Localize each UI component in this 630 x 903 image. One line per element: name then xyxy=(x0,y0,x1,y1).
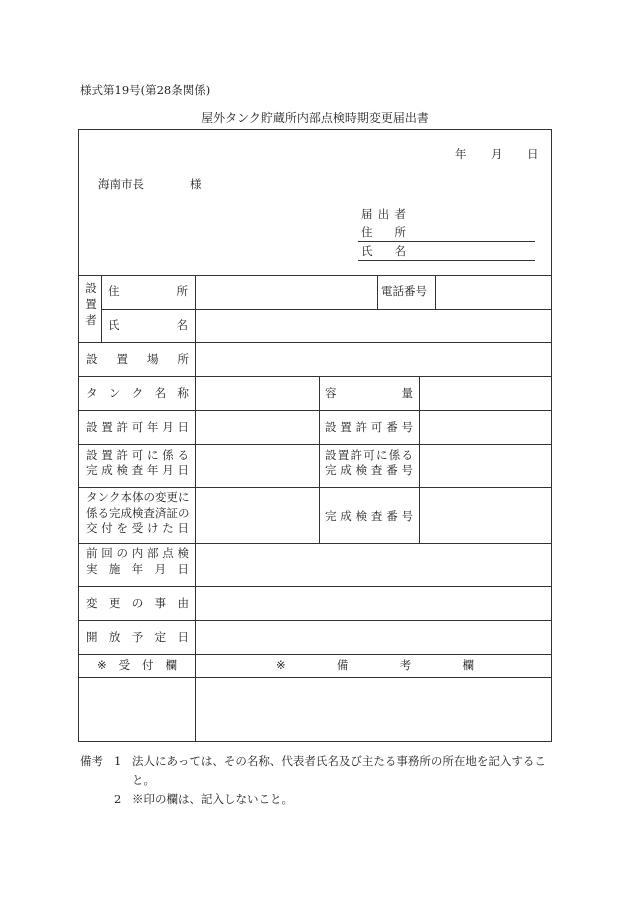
change-number-field[interactable] xyxy=(420,488,550,542)
note-2-number: 2 xyxy=(114,792,122,806)
addressee-name: 海南市長 xyxy=(98,177,144,191)
date-month: 月 xyxy=(491,147,503,161)
permit-number-label: 設 置 許 可 番 号 xyxy=(325,420,413,434)
form-table xyxy=(78,129,552,742)
note-2-text: ※印の欄は、記入しないこと。 xyxy=(132,792,293,806)
installer-phone-label: 電話番号 xyxy=(381,284,427,298)
completion-date-label: 設 置 許 可 に 係 る 完 成 検 査 年 月 日 xyxy=(86,448,189,477)
addressee-honorific: 様 xyxy=(190,177,202,191)
date-year: 年 xyxy=(455,147,467,161)
change-number-label: 完 成 検 査 番 号 xyxy=(325,509,413,523)
completion-date-field[interactable] xyxy=(196,445,318,486)
location-field[interactable] xyxy=(196,343,550,375)
installer-phone-field[interactable] xyxy=(436,276,550,308)
opening-date-field[interactable] xyxy=(196,621,550,653)
note-1-number: 1 xyxy=(114,754,122,768)
applicant-heading: 届 出 者 xyxy=(361,207,406,221)
applicant-address-label: 住 所 xyxy=(361,225,406,239)
permit-number-field[interactable] xyxy=(420,411,550,443)
opening-date-label: 開 放 予 定 日 xyxy=(86,630,189,644)
note-1-text: 法人にあっては、その名称、代表者氏名及び主たる事務所の所在地を記入するこ xyxy=(132,754,546,768)
date-day: 日 xyxy=(527,147,539,161)
location-label: 設 置 場 所 xyxy=(86,352,189,366)
completion-number-label: 設 置 許 可 に 係 る 完 成 検 査 番 号 xyxy=(325,448,413,477)
installer-name-field[interactable] xyxy=(196,310,550,341)
form-number: 様式第19号(第28条関係) xyxy=(80,83,211,97)
last-inspection-label: 前 回 の 内 部 点 検 実 施 年 月 日 xyxy=(86,546,189,576)
notes-section xyxy=(80,752,560,809)
change-date-label: タ ン ク 本 体 の 変 更 に 係 る 完 成 検 査 済 証 の 交 付 を 受 け た 日 xyxy=(86,490,190,535)
tank-name-label: タ ン ク 名 称 xyxy=(86,386,189,400)
completion-number-field[interactable] xyxy=(420,445,550,486)
tank-name-field[interactable] xyxy=(196,377,318,409)
reason-label: 変 更 の 事 由 xyxy=(86,596,189,610)
last-inspection-field[interactable] xyxy=(196,544,550,585)
remarks-label: ※ 備 考 欄 xyxy=(276,658,474,672)
remarks-area xyxy=(196,678,550,740)
applicant-address-line[interactable] xyxy=(358,241,535,242)
form-title: 屋外タンク貯蔵所内部点検時期変更届出書 xyxy=(201,111,429,125)
applicant-name-label: 氏 名 xyxy=(361,244,406,258)
reception-label: ※ 受 付 欄 xyxy=(97,658,177,672)
capacity-label: 容 量 xyxy=(325,386,413,400)
installer-heading: 設 置 者 xyxy=(85,281,97,327)
notes-label: 備考 xyxy=(80,754,103,768)
installer-address-field[interactable] xyxy=(196,276,376,308)
installer-name-label: 氏 名 xyxy=(108,318,188,332)
installer-address-label: 住 所 xyxy=(108,284,188,298)
reason-field[interactable] xyxy=(196,587,550,619)
applicant-name-line[interactable] xyxy=(358,260,535,261)
note-1-continuation: と。 xyxy=(132,773,155,787)
permit-date-field[interactable] xyxy=(196,411,318,443)
change-date-field[interactable] xyxy=(196,488,318,542)
capacity-field[interactable] xyxy=(420,377,550,409)
permit-date-label: 設 置 許 可 年 月 日 xyxy=(86,420,189,434)
reception-area xyxy=(80,678,194,740)
